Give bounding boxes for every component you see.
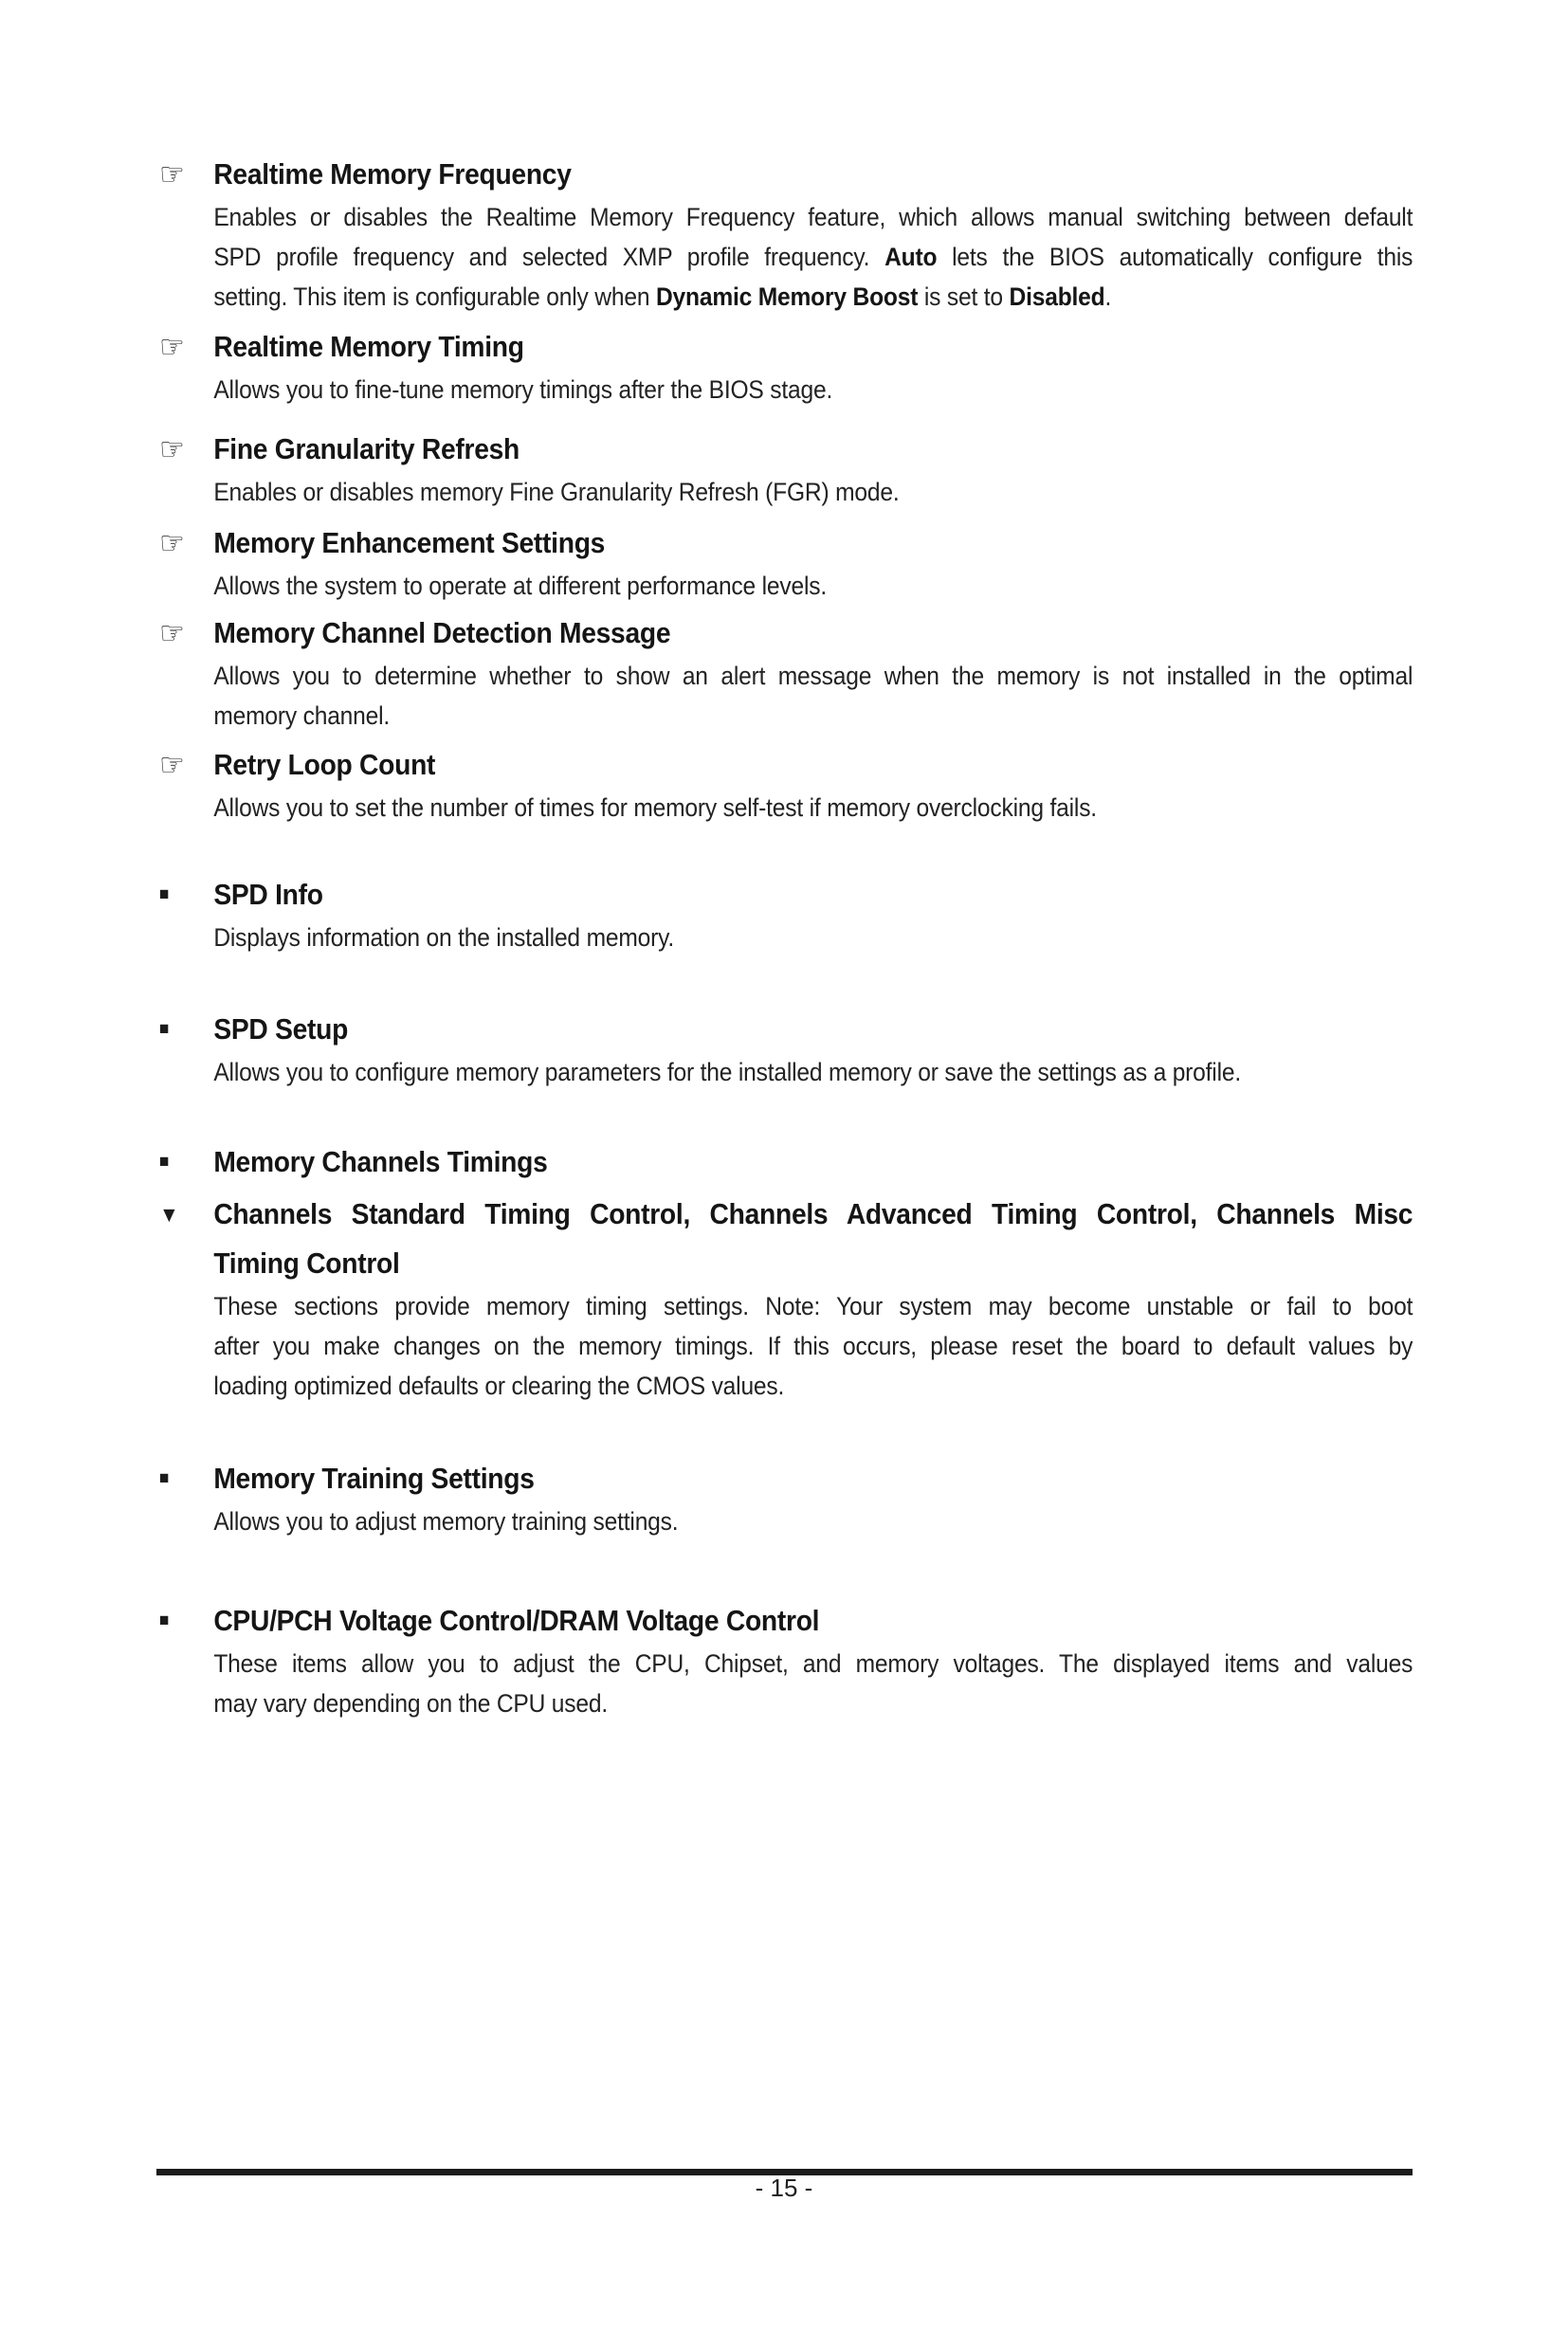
section-spd-info — [159, 870, 1413, 957]
section-spd-setup — [159, 1005, 1413, 1092]
body-line: may vary depending on the CPU used. — [213, 1689, 609, 1718]
hand-pointer-icon: ☞ — [159, 431, 185, 466]
body-line: Enables or disables the Realtime Memory Frequency feature, which allows manual switching between default — [213, 203, 1413, 231]
section-title: Retry Loop Count — [213, 748, 436, 781]
body-line: Enables or disables memory Fine Granularity Refresh (FGR) mode. — [213, 478, 900, 506]
section-title: Memory Channel Detection Message — [213, 616, 671, 649]
section-title: Memory Training Settings — [213, 1462, 535, 1495]
section-channels-timing-control — [159, 1190, 1413, 1406]
body-line: after you make changes on the memory timings. If this occurs, please reset the board to default values by — [213, 1332, 1413, 1360]
body-line: These sections provide memory timing settings. Note: Your system may become unstable or fail to boot — [213, 1292, 1413, 1320]
section-title: Realtime Memory Frequency — [213, 157, 572, 191]
section-title: SPD Info — [213, 878, 323, 911]
section-title: Memory Channels Timings — [213, 1145, 548, 1178]
square-bullet-icon: ■ — [159, 1019, 170, 1039]
section-title: CPU/PCH Voltage Control/DRAM Voltage Control — [213, 1604, 820, 1637]
square-bullet-icon: ■ — [159, 1468, 170, 1488]
hand-pointer-icon: ☞ — [159, 156, 185, 191]
section-retry-loop-count — [159, 740, 1413, 828]
triangle-bullet-icon: ▼ — [159, 1202, 179, 1227]
body-line: memory channel. — [213, 701, 391, 730]
body-line: Displays information on the installed memory. — [213, 923, 675, 952]
square-bullet-icon: ■ — [159, 1610, 170, 1630]
hand-pointer-icon: ☞ — [159, 329, 185, 364]
body-line: Allows the system to operate at different performance levels. — [213, 572, 828, 600]
section-title-line: Timing Control — [213, 1246, 400, 1280]
body-line: Allows you to determine whether to show an alert message when the memory is not installed in the optimal — [213, 662, 1413, 690]
section-title: Memory Enhancement Settings — [213, 526, 606, 559]
section-title: Fine Granularity Refresh — [213, 432, 520, 465]
section-realtime-memory-frequency — [159, 150, 1413, 317]
square-bullet-icon: ■ — [159, 884, 170, 904]
section-memory-channels-timings — [159, 1137, 1413, 1187]
section-cpu-pch-voltage-control — [159, 1596, 1413, 1723]
body-line: Allows you to set the number of times for memory self-test if memory overclocking fails. — [213, 793, 1097, 822]
body-line: loading optimized defaults or clearing the CMOS values. — [213, 1372, 785, 1400]
section-memory-channel-detection-message — [159, 609, 1413, 736]
body-line: setting. This item is configurable only when Dynamic Memory Boost is set to Disabled. — [213, 282, 1112, 311]
body-line: Allows you to fine-tune memory timings after the BIOS stage. — [213, 375, 833, 404]
section-title-line: Channels Standard Timing Control, Channels Advanced Timing Control, Channels Misc — [213, 1197, 1413, 1230]
section-title: SPD Setup — [213, 1012, 349, 1046]
section-fine-granularity-refresh — [159, 425, 1413, 512]
hand-pointer-icon: ☞ — [159, 525, 185, 560]
section-realtime-memory-timing — [159, 322, 1413, 409]
body-line: Allows you to configure memory parameters for the installed memory or save the settings as a profile. — [213, 1058, 1241, 1086]
section-memory-training-settings — [159, 1454, 1413, 1541]
hand-pointer-icon: ☞ — [159, 615, 185, 650]
hand-pointer-icon: ☞ — [159, 747, 185, 782]
section-title: Realtime Memory Timing — [213, 330, 524, 363]
section-memory-enhancement-settings — [159, 519, 1413, 606]
page-content — [159, 0, 1413, 1723]
body-line: Allows you to adjust memory training settings. — [213, 1507, 679, 1536]
square-bullet-icon: ■ — [159, 1152, 170, 1172]
page-number: - 15 - — [755, 2174, 813, 2202]
body-line: SPD profile frequency and selected XMP profile frequency. Auto lets the BIOS automatically configure this — [213, 243, 1413, 271]
body-line: These items allow you to adjust the CPU, Chipset, and memory voltages. The displayed items and values — [213, 1649, 1413, 1678]
